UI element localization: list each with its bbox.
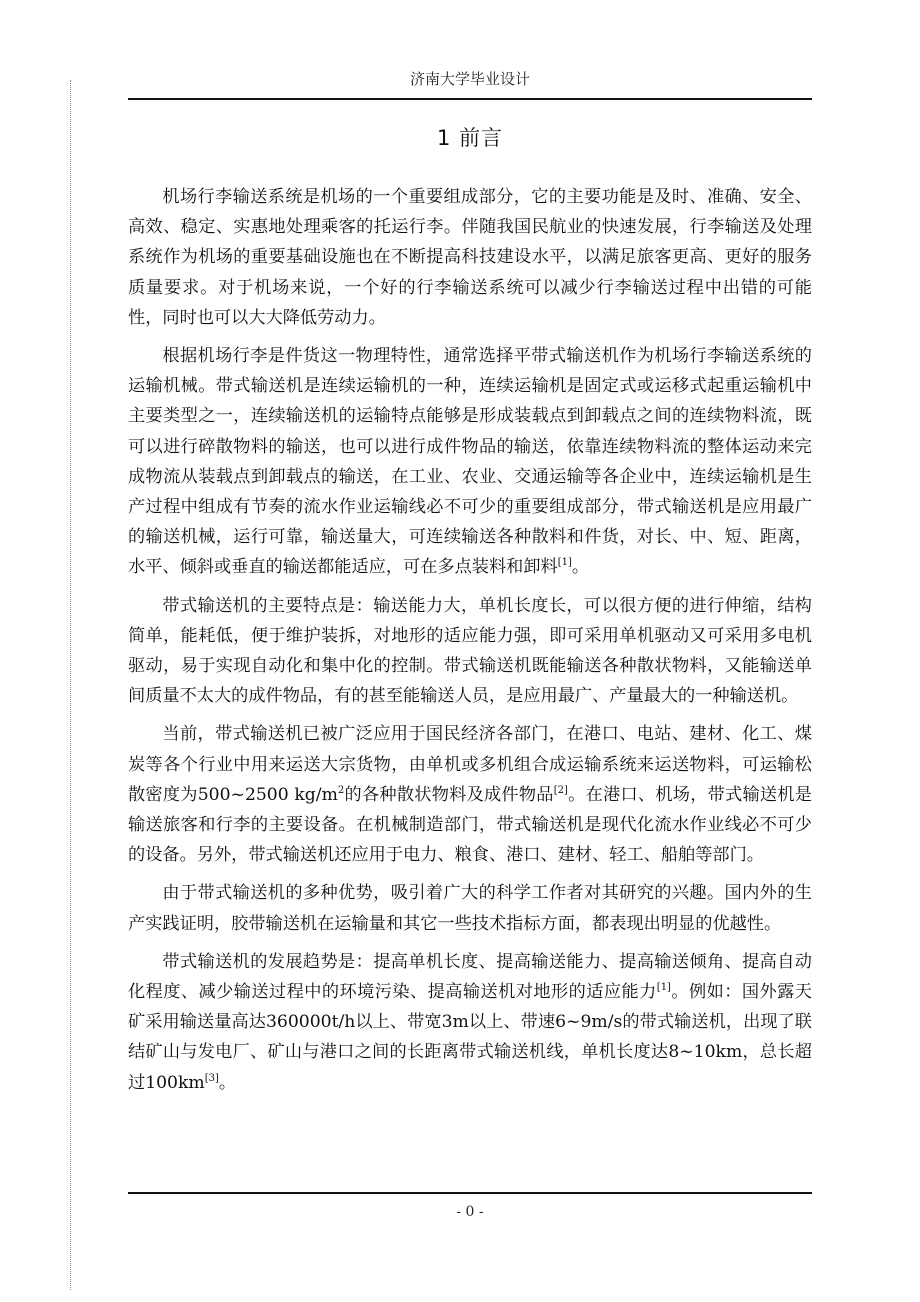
citation-ref: [3] (204, 1072, 219, 1084)
citation-ref: [2] (553, 784, 568, 796)
citation-ref: [1] (656, 982, 671, 994)
superscript: 2 (337, 784, 345, 796)
binding-margin-line (70, 80, 71, 1290)
page-number: - 0 - (456, 1204, 484, 1220)
paragraph-tail: 。 (218, 1072, 237, 1093)
header-rule (128, 98, 812, 100)
paragraph-tail: 。在港口、机场，带式输送机是输送旅客和行李的主要设备。在机械制造部门，带式输送机是现代化流水作业线必不可少的设备。另外，带式输送机还应用于电力、粮食、港口、建材、轻工、船舶等部门。 (128, 784, 812, 866)
footer-rule (128, 1192, 812, 1194)
paragraph-text: 带式输送机的发展趋势是：提高单机长度、提高输送能力、提高输送倾角、提高自动化程度、减少输送过程中的环境污染、提高输送机对地形的适应能力 (128, 951, 812, 1003)
paragraph-5 (128, 878, 812, 938)
paragraph-text: 由于带式输送机的多种优势，吸引着广大的科学工作者对其研究的兴趣。国内外的生产实践证明，胶带输送机在运输量和其它一些技术指标方面，都表现出明显的优越性。 (128, 883, 812, 934)
paragraph-text: 当前，带式输送机已被广泛应用于国民经济各部门，在港口、电站、建材、化工、煤炭等各个行业中用来运送大宗货物，由单机或多机组合成运输系统来运送物料，可运输松散密度为500~2500 kg/m (128, 724, 812, 805)
body-text (128, 182, 812, 1106)
running-header: 济南大学毕业设计 (409, 70, 530, 88)
paragraph-mid: 。例如：国外露天矿采用输送量高达360000t/h以上、带宽3m以上、带速6~9m/s的带式输送机，出现了联结矿山与发电厂、矿山与港口之间的长距离带式输送机线，单机长度达8~10km，总长超过100km (128, 982, 812, 1093)
paragraph-1 (128, 182, 812, 333)
paragraph-text: 机场行李输送系统是机场的一个重要组成部分，它的主要功能是及时、准确、安全、高效、稳定、实惠地处理乘客的托运行李。伴随我国民航业的快速发展，行李输送及处理系统作为机场的重要基础设施也在不断提高科技建设水平，以满足旅客更高、更好的服务质量要求。对于机场来说，一个好的行李输送系统可以减少行李输送过程中出错的可能性，同时也可以大大降低劳动力。 (128, 187, 812, 328)
paragraph-4 (128, 719, 812, 870)
paragraph-6 (128, 947, 812, 1098)
citation-ref: [1] (557, 557, 572, 569)
paragraph-text: 根据机场行李是件货这一物理特性，通常选择平带式输送机作为机场行李输送系统的运输机械。带式输送机是连续运输机的一种，连续运输机是固定式或运移式起重运输机中主要类型之一，连续输送机的运输特点能够是形成装载点到卸载点之间的连续物料流，既可以进行碎散物料的输送，也可以进行成件物品的输送，依靠连续物料流的整体运动来完成物流从装载点到卸载点的输送，在工业、农业、交通运输等各企业中，连续运输机是生产过程中组成有节奏的流水作业运输线必不可少的重要组成部分，带式输送机是应用最广的输送机械，运行可靠，输送量大，可连续输送各种散料和件货，对长、中、短、距离，水平、倾斜或垂直的输送都能适应，可在多点装料和卸料 (128, 346, 812, 578)
chapter-title: 1 前言 (436, 126, 504, 150)
paragraph-2 (128, 341, 812, 583)
paragraph-text: 带式输送机的主要特点是：输送能力大，单机长度长，可以很方便的进行伸缩，结构简单，能耗低，便于维护装拆，对地形的适应能力强，即可采用单机驱动又可采用多电机驱动，易于实现自动化和集中化的控制。带式输送机既能输送各种散状物料，又能输送单间质量不太大的成件物品，有的甚至能输送人员，是应用最广、产量最大的一种输送机。 (128, 595, 812, 707)
paragraph-tail: 。 (571, 557, 590, 578)
paragraph-3 (128, 591, 812, 712)
paragraph-mid: 的各种散状物料及成件物品 (344, 784, 554, 805)
